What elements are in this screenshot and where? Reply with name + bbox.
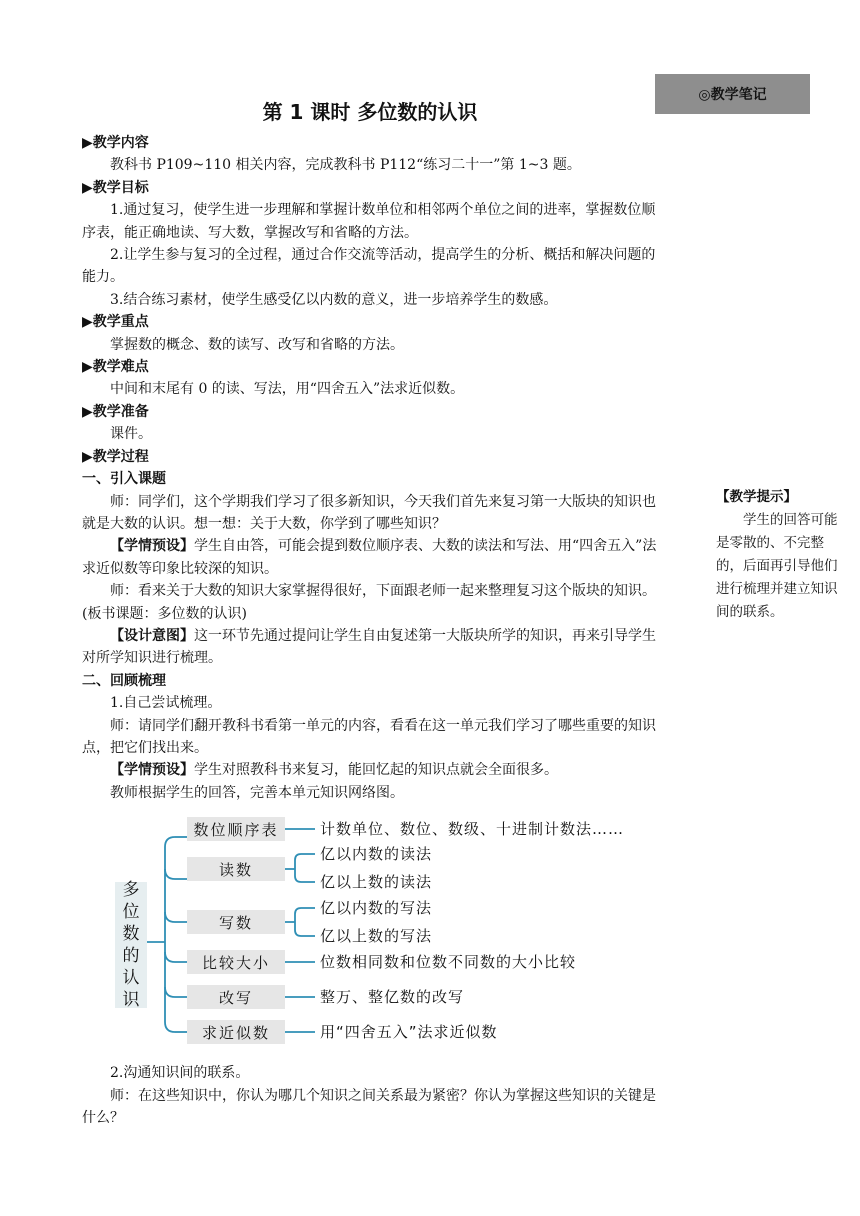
tip-label: 【教学提示】 — [716, 489, 797, 505]
paragraph: 师：请同学们翻开教科书看第一单元的内容，看看在这一单元我们学习了哪些重要的知识点，把它们找出来。 — [82, 717, 656, 756]
tip-text: 学生的回答可能是零散的、不完整的，后面再引导他们进行梳理并建立知识间的联系。 — [716, 512, 838, 620]
paragraph-text: 这一环节先通过提问让学生自由复述第一大版块所学的知识，再来引导学生对所学知识进行梳理。 — [82, 627, 656, 667]
paragraph: 教师根据学生的回答，完善本单元知识网络图。 — [110, 784, 404, 801]
goal-item: 3.结合练习素材，使学生感受亿以内数的意义，进一步培养学生的数感。 — [110, 291, 558, 308]
branch-line — [165, 987, 187, 997]
node-approx: 求近似数 — [187, 1020, 285, 1044]
leaf-write-within-yi: 亿以内数的写法 — [320, 899, 433, 917]
leaf-connector — [285, 908, 315, 936]
leaf-read-within-yi: 亿以内数的读法 — [320, 845, 433, 863]
trunk-line — [165, 837, 175, 1032]
root-char: 多 — [122, 880, 140, 900]
knowledge-mind-map — [115, 812, 715, 1052]
root-char: 数 — [122, 924, 140, 944]
goal-item: 2.让学生参与复习的全过程，通过合作交流等活动，提高学生的分析、概括和解决问题的能力。 — [82, 247, 656, 286]
section-heading-process: ▶教学过程 — [82, 448, 149, 465]
leaf-write-above-yi: 亿以上数的写法 — [320, 927, 433, 945]
paragraph-text: 学生对照教科书来复习，能回忆起的知识点就会全面很多。 — [194, 762, 558, 779]
tag-label: 【设计意图】 — [110, 627, 194, 644]
branch-line — [165, 869, 187, 879]
leaf-order-table: 计数单位、数位、数级、十进制计数法…… — [320, 820, 625, 838]
leaf-connector — [285, 854, 315, 882]
key-points-text: 掌握数的概念、数的读写、改写和省略的方法。 — [110, 336, 404, 353]
paragraph — [82, 625, 657, 670]
goal-item: 1.通过复习，使学生进一步理解和掌握计数单位和相邻两个单位之间的进率，掌握数位顺序表，能正确地读、写大数，掌握改写和省略的方法。 — [82, 202, 656, 241]
section-heading-content: ▶教学内容 — [82, 135, 149, 151]
leaf-rewrite: 整万、整亿数的改写 — [320, 988, 465, 1006]
mind-map-root — [115, 882, 147, 1008]
paragraph — [82, 759, 657, 781]
page-title: 第 1 课时 多位数的认识 — [262, 100, 478, 124]
root-char: 识 — [122, 990, 140, 1010]
paragraph: 师：同学们，这个学期我们学习了很多新知识，今天我们首先来复习第一大版块的知识也就是大数的认识。想一想：关于大数，你学到了哪些知识？ — [82, 493, 656, 532]
paragraph: 师：看来关于大数的知识大家掌握得很好，下面跟老师一起来整理复习这个版块的知识。(板书课题：多位数的认识) — [82, 583, 656, 622]
root-char: 位 — [122, 902, 140, 922]
root-char: 的 — [122, 946, 140, 966]
leaf-compare: 位数相同数和位数不同数的大小比较 — [320, 953, 577, 971]
teaching-notes-tab: ◎教学笔记 — [655, 74, 810, 114]
tag-label: 【学情预设】 — [110, 762, 194, 779]
node-rewrite: 改写 — [187, 985, 285, 1009]
content-text: 教科书 P109~110 相关内容，完成教科书 P112“练习二十一”第 1~3 题。 — [110, 157, 581, 174]
prep-text: 课件。 — [110, 426, 152, 443]
branch-line — [165, 912, 187, 922]
teaching-tip-sidebar — [716, 486, 844, 624]
node-reading: 读数 — [187, 857, 285, 881]
section-heading-prep: ▶教学准备 — [82, 403, 149, 420]
section-heading-key-points: ▶教学重点 — [82, 314, 149, 331]
step-text: 2.沟通知识间的联系。 — [110, 1065, 250, 1082]
part2-heading: 二、回顾梳理 — [82, 672, 166, 689]
node-writing: 写数 — [187, 910, 285, 934]
paragraph: 师：在这些知识中，你认为哪几个知识之间关系最为紧密？你认为掌握这些知识的关键是什么？ — [82, 1087, 656, 1126]
root-char: 认 — [122, 968, 140, 988]
difficulties-text: 中间和末尾有 0 的读、写法，用“四舍五入”法求近似数。 — [110, 381, 465, 398]
part1-heading: 一、引入课题 — [82, 471, 166, 488]
leaf-approx: 用“四舍五入”法求近似数 — [320, 1023, 498, 1041]
section-heading-goals: ▶教学目标 — [82, 179, 149, 196]
section-heading-difficulties: ▶教学难点 — [82, 359, 149, 376]
paragraph — [82, 535, 657, 580]
paragraph-text: 学生自由答，可能会提到数位顺序表、大数的读法和写法、用“四舍五入”法求近似数等印象比较深的知识。 — [82, 538, 657, 577]
node-order-table: 数位顺序表 — [187, 817, 285, 841]
tag-label: 【学情预设】 — [110, 538, 194, 555]
leaf-read-above-yi: 亿以上数的读法 — [320, 873, 433, 891]
step-text: 1.自己尝试梳理。 — [110, 695, 222, 712]
branch-line — [165, 952, 187, 962]
node-compare: 比较大小 — [187, 950, 285, 974]
